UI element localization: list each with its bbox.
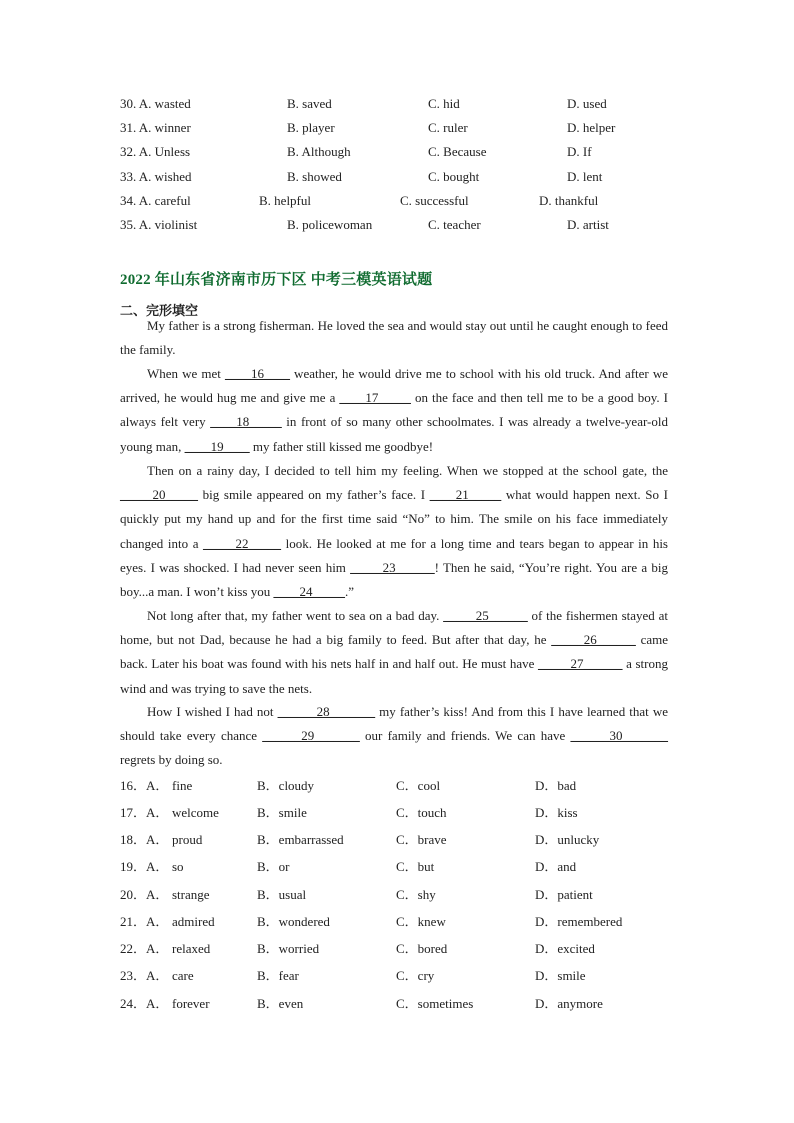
blank-18: ____18_____ [210, 414, 282, 430]
paragraph-text: How I wished I had not [147, 704, 278, 719]
paragraph-text: on the face and then tell me to be a good boy. I always felt very [120, 390, 669, 430]
option-a: fine [172, 778, 193, 793]
paragraph-text: look. He looked at me for a long time and tears began to appear in his eyes. I was shocked. I had never seen him [120, 535, 668, 575]
passage-paragraph-4 [120, 604, 668, 701]
blank-16: ____16____ [224, 366, 290, 381]
question-number: 16．A． [120, 778, 169, 793]
option-a: strange [172, 887, 210, 902]
option-c: C. Because [428, 144, 487, 159]
option-d: D. artist [567, 217, 609, 232]
paragraph-text: in front of so many other schoolmates. I was already a twelve-year-old young man, [120, 414, 668, 454]
blank-21: ____21_____ [429, 487, 502, 503]
option-c: C. successful [400, 193, 469, 208]
option-a: forever [172, 996, 210, 1011]
question-number: 21．A． [120, 914, 169, 929]
option-a: proud [172, 832, 203, 847]
question-number: 22．A． [120, 941, 169, 956]
option-c: C. hid [428, 96, 460, 111]
paragraph-text: weather, he would drive me to school with his old truck. And after we arrived, he would hug me and give me a [120, 366, 668, 406]
option-c: C．sometimes [396, 996, 474, 1011]
option-c: C. bought [428, 169, 480, 184]
option-d: D．excited [535, 941, 595, 956]
option-a: 32. A. Unless [120, 144, 191, 159]
section-heading: 二、完形填空 [120, 304, 199, 319]
option-d: D. thankful [539, 193, 599, 208]
question-row-19 [0, 856, 794, 878]
option-a: care [172, 968, 194, 983]
blank-30: ______30_______ [570, 728, 668, 744]
option-d: D. used [567, 96, 607, 111]
blank-24: ____24_____ [273, 584, 345, 600]
blank-29: ______29_______ [262, 728, 360, 744]
paragraph-text: my father still kissed me goodbye! [249, 438, 434, 454]
exam-title: 2022 年山东省济南市历下区 中考三模英语试题 [120, 272, 433, 288]
option-c: C．knew [396, 914, 446, 929]
option-a: so [172, 859, 184, 874]
option-b: B．worried [257, 941, 320, 956]
option-d: D．bad [535, 778, 577, 793]
paragraph-text: came back. Later his boat was found with his nets half in and half out. He must have [120, 632, 668, 672]
paragraph-text: ! Then he said, “You’re right. You are a big boy...a man. I won’t kiss you [120, 559, 668, 600]
question-row-16 [0, 775, 794, 797]
option-b: B. saved [287, 96, 332, 111]
option-b: B. policewoman [287, 217, 373, 232]
option-c: C．cry [396, 968, 435, 983]
option-d: D. If [567, 144, 592, 159]
question-row-35 [0, 215, 794, 235]
question-row-18 [0, 829, 794, 851]
question-row-32 [0, 142, 794, 162]
option-d: D．unlucky [535, 832, 600, 847]
blank-23: _____23______ [350, 559, 435, 575]
blank-19: ____19____ [184, 438, 250, 454]
option-c: C．touch [396, 805, 447, 820]
paragraph-text: of the fishermen stayed at home, but not Dad, because he had a big family to feed. But after that day, he [120, 608, 668, 648]
question-number: 17．A． [120, 805, 169, 820]
option-d: D．patient [535, 887, 593, 902]
question-row-23 [0, 965, 794, 987]
blank-26: _____26______ [551, 632, 636, 648]
paragraph-text: When we met [147, 366, 225, 381]
question-row-17 [0, 802, 794, 824]
option-a: welcome [172, 805, 219, 820]
option-b: B．or [257, 859, 290, 874]
option-a: admired [172, 914, 215, 929]
question-row-33 [0, 167, 794, 187]
option-c: C．cool [396, 778, 441, 793]
paragraph-text: My father is a strong fisherman. He loved the sea and would stay out until he caught enough to feed the family. [120, 318, 668, 358]
question-number: 23．A． [120, 968, 169, 983]
option-a: 33. A. wished [120, 169, 192, 184]
question-number: 18．A． [120, 832, 169, 847]
paragraph-text: .” [344, 584, 354, 600]
blank-28: ______28_______ [277, 704, 376, 719]
paragraph-text: Then on a rainy day, I decided to tell him my feeling. When we stopped at the school gate, the [147, 463, 668, 478]
option-a: 34. A. careful [120, 193, 191, 208]
option-c: C. ruler [428, 120, 468, 135]
option-c: C．brave [396, 832, 447, 847]
option-d: D. helper [567, 120, 616, 135]
option-b: B．usual [257, 887, 307, 902]
question-row-24 [0, 993, 794, 1015]
question-row-34 [0, 191, 794, 211]
passage-paragraph-1 [120, 314, 668, 362]
option-b: B．embarrassed [257, 832, 344, 847]
blank-22: _____22_____ [203, 535, 282, 551]
question-number: 20．A． [120, 887, 169, 902]
option-d: D．anymore [535, 996, 603, 1011]
blank-17: ____17_____ [339, 390, 411, 406]
passage-paragraph-5 [120, 700, 668, 773]
option-b: B．smile [257, 805, 307, 820]
paragraph-text: a strong wind and was trying to save the nets. [120, 656, 668, 696]
option-d: D．and [535, 859, 577, 874]
question-row-22 [0, 938, 794, 960]
blank-27: _____27______ [538, 656, 623, 672]
option-d: D．remembered [535, 914, 623, 929]
paragraph-text: what would happen next. So I quickly put my hand up and for the first time said “No” to him. The smile on his face immediately changed into a [120, 487, 668, 551]
option-b: B．fear [257, 968, 299, 983]
option-a: 35. A. violinist [120, 217, 198, 232]
option-a: relaxed [172, 941, 211, 956]
option-b: B. helpful [259, 193, 311, 208]
paragraph-text: Not long after that, my father went to sea on a bad day. [147, 608, 444, 623]
option-c: C．but [396, 859, 435, 874]
option-b: B．wondered [257, 914, 330, 929]
option-a: 31. A. winner [120, 120, 191, 135]
paragraph-text: regrets by doing so. [120, 752, 223, 768]
passage-paragraph-3 [120, 459, 668, 604]
option-d: D．smile [535, 968, 586, 983]
question-row-30 [0, 94, 794, 114]
question-number: 24．A． [120, 996, 169, 1011]
option-c: C．bored [396, 941, 448, 956]
question-row-21 [0, 911, 794, 933]
passage-paragraph-2 [120, 362, 668, 459]
option-c: C. teacher [428, 217, 481, 232]
option-b: B．cloudy [257, 778, 315, 793]
option-b: B. showed [287, 169, 342, 184]
option-a: 30. A. wasted [120, 96, 191, 111]
option-b: B. player [287, 120, 335, 135]
option-d: D．kiss [535, 805, 578, 820]
blank-25: _____25______ [443, 608, 528, 623]
option-d: D. lent [567, 169, 603, 184]
option-c: C．shy [396, 887, 436, 902]
option-b: B．even [257, 996, 304, 1011]
question-number: 19．A． [120, 859, 169, 874]
paragraph-text: my father’s kiss! And from this I have learned that we should take every chance [120, 704, 668, 744]
option-b: B. Although [287, 144, 351, 159]
paragraph-text: our family and friends. We can have [359, 728, 571, 744]
blank-20: _____20_____ [120, 487, 198, 503]
question-row-20 [0, 884, 794, 906]
question-row-31 [0, 118, 794, 138]
paragraph-text: big smile appeared on my father’s face. I [198, 487, 430, 503]
